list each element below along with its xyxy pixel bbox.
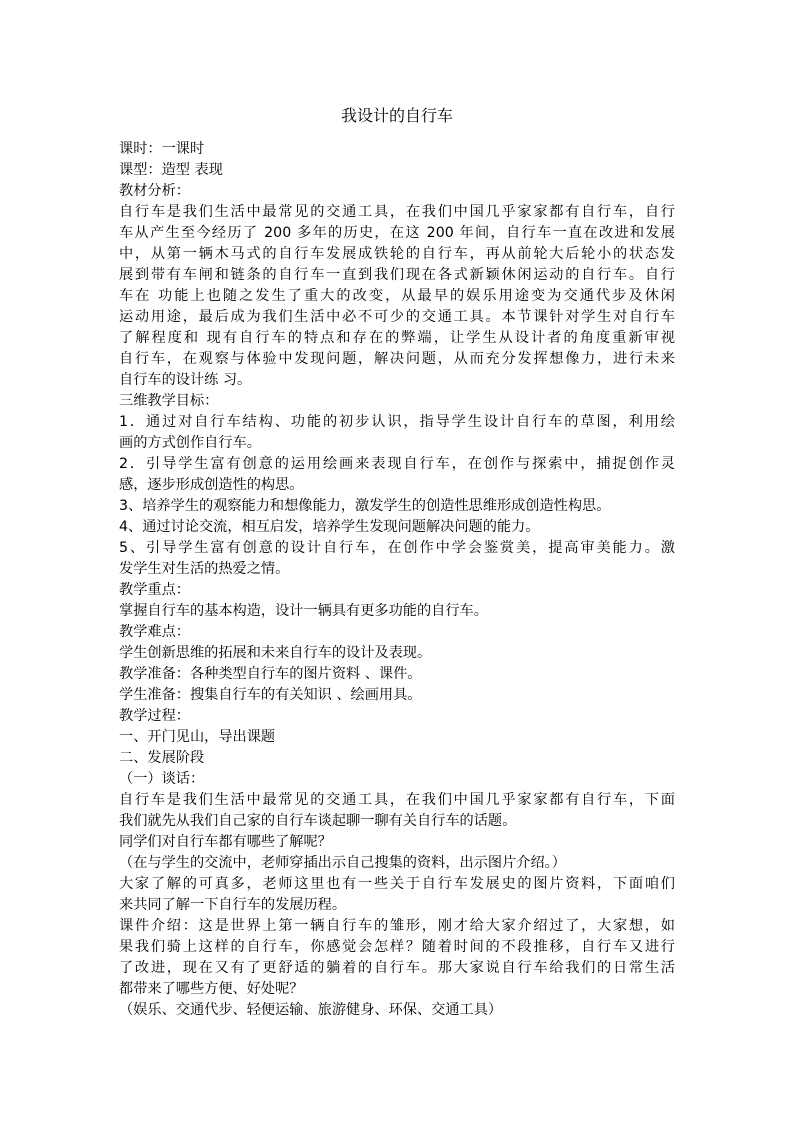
text-line: 教学难点： [119,624,190,640]
text-line: 了解程度和 现有自行车的特点和存在的弊端，让学生从设计者的角度重新审视 [119,330,675,346]
text-line: 掌握自行车的基本构造，设计一辆具有更多功能的自行车。 [119,603,488,619]
text-line: 课型：造型 表现 [119,162,223,178]
text-line: 同学们对自行车都有哪些了解呢？ [119,834,332,850]
document-body [119,139,675,1021]
text-line: 教材分析： [119,183,190,199]
text-line: 都带来了哪些方便、好处呢？ [119,981,304,997]
text-line: 大家了解的可真多，老师这里也有一些关于自行车发展史的图片资料，下面咱们 [119,876,675,892]
text-line: 课时：一课时 [119,141,205,157]
text-line: 三维教学目标： [119,393,219,409]
text-line: （在与学生的交流中，老师穿插出示自己搜集的资料，出示图片介绍。） [119,855,566,871]
text-line: 教学准备：各种类型自行车的图片资料 、课件。 [119,666,422,682]
text-line: 自行车，在观察与体验中发现问题，解决问题，从而充分发挥想像力，进行未来 [119,351,675,367]
text-line: 车从产生至今经历了 200 多年的历史，在这 200 年间，自行车一直在改进和发展 [119,225,675,241]
text-line: 果我们骑上这样的自行车，你感觉会怎样？随着时间的不段推移，自行车又进行 [119,939,675,955]
text-line: 自行车是我们生活中最常见的交通工具，在我们中国几乎家家都有自行车，自行 [119,204,675,220]
text-line: 来共同了解一下自行车的发展历程。 [119,897,347,913]
text-line: 车在 功能上也随之发生了重大的改变，从最早的娱乐用途变为交通代步及休闲 [119,288,675,304]
text-line: （一）谈话： [119,771,205,787]
document-page [119,104,675,1021]
text-line: 我们就先从我们自己家的自行车谈起聊一聊有关自行车的话题。 [119,813,517,829]
text-line: 自行车的设计练 习。 [119,372,252,388]
text-line: 画的方式创作自行车。 [119,435,261,451]
text-line: 教学重点： [119,582,190,598]
text-line: 1．通过对自行车结构、功能的初步认识，指导学生设计自行车的草图，利用绘 [119,414,675,430]
text-line: 展到带有车闸和链条的自行车一直到我们现在各式新颖休闲运动的自行车。自行 [119,267,675,283]
text-line: 运动用途，最后成为我们生活中必不可少的交通工具。本节课针对学生对自行车 [119,309,675,325]
text-line: 中，从第一辆木马式的自行车发展成铁轮的自行车，再从前轮大后轮小的状态发 [119,246,675,262]
document-title: 我设计的自行车 [340,106,453,125]
text-line: 2．引导学生富有创意的运用绘画来表现自行车，在创作与探索中，捕捉创作灵 [119,456,675,472]
text-line: 5、引导学生富有创意的设计自行车，在创作中学会鉴赏美，提高审美能力。激 [119,540,675,556]
text-line: 一、开门见山，导出课题 [119,729,276,745]
text-line: 学生准备：搜集自行车的有关知识 、绘画用具。 [119,687,422,703]
text-line: 教学过程： [119,708,190,724]
text-line: 3、培养学生的观察能力和想像能力，激发学生的创造性思维形成创造性构思。 [119,498,611,514]
text-line: 自行车是我们生活中最常见的交通工具，在我们中国几乎家家都有自行车，下面 [119,792,675,808]
text-line: 了改进，现在又有了更舒适的躺着的自行车。那大家说自行车给我们的日常生活 [119,960,675,976]
text-line: 发学生对生活的热爱之情。 [119,561,290,577]
text-line: 感，逐步形成创造性的构思。 [119,477,304,493]
text-line: 课件介绍：这是世界上第一辆自行车的雏形，刚才给大家介绍过了，大家想，如 [119,918,675,934]
text-line: 二、发展阶段 [119,750,205,766]
text-line: （娱乐、交通代步、轻便运输、旅游健身、环保、交通工具） [119,1002,503,1018]
text-line: 4、通过讨论交流，相互启发，培养学生发现问题解决问题的能力。 [119,519,540,535]
text-line: 学生创新思维的拓展和未来自行车的设计及表现。 [119,645,432,661]
